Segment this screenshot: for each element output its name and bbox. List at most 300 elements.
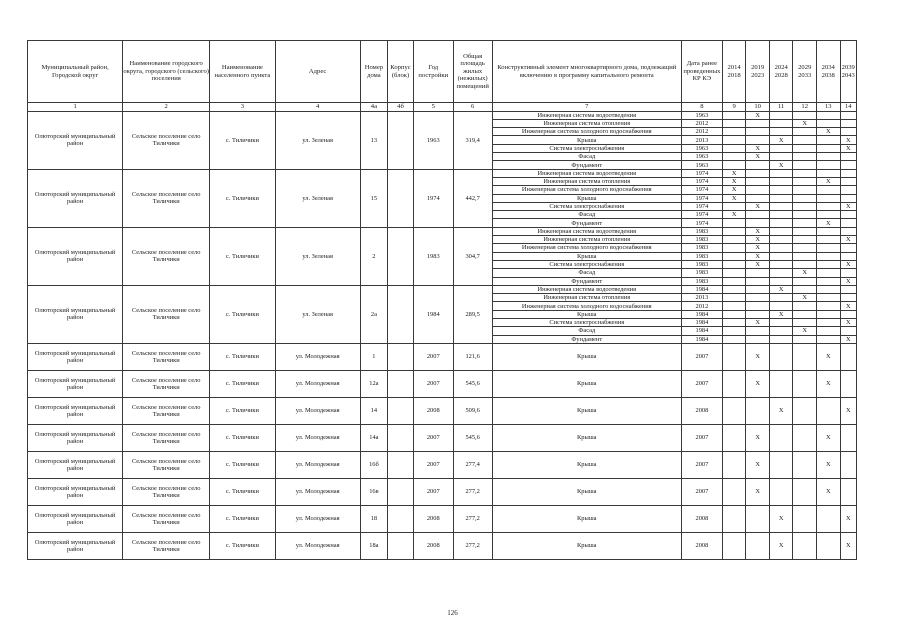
element-date-cell: 2008 xyxy=(681,532,722,559)
period-mark-cell xyxy=(816,532,840,559)
period-mark-cell: X xyxy=(840,532,856,559)
period-mark-cell xyxy=(769,202,793,210)
district-cell: Олюторский муниципальный район xyxy=(28,397,123,424)
area-cell: 509,6 xyxy=(453,397,492,424)
element-date-cell: 1984 xyxy=(681,319,722,327)
element-name-cell: Инженерная система отопления xyxy=(492,177,681,185)
period-mark-cell xyxy=(746,285,770,293)
period-mark-cell xyxy=(769,260,793,268)
address-cell: ул. Молодежная xyxy=(275,343,360,370)
address-cell: ул. Молодежная xyxy=(275,478,360,505)
period-mark-cell xyxy=(816,397,840,424)
locality-cell: с. Тиличики xyxy=(210,111,276,169)
block-cell xyxy=(388,451,414,478)
address-cell: ул. Зеленая xyxy=(275,169,360,227)
period-mark-cell xyxy=(793,451,817,478)
period-mark-cell xyxy=(769,451,793,478)
period-mark-cell xyxy=(769,327,793,335)
block-cell xyxy=(388,111,414,169)
element-name-cell: Система электроснабжения xyxy=(492,260,681,268)
table-row xyxy=(28,532,857,559)
period-mark-cell: X xyxy=(722,169,746,177)
element-name-cell: Крыша xyxy=(492,252,681,260)
column-number: 4 xyxy=(275,103,360,112)
period-mark-cell xyxy=(722,285,746,293)
period-mark-cell xyxy=(840,128,856,136)
header-locality: Наименование населенного пункта xyxy=(210,41,276,103)
house-number-cell: 18а xyxy=(360,532,388,559)
element-date-cell: 1984 xyxy=(681,310,722,318)
header-period: 2034 2038 xyxy=(816,41,840,103)
element-name-cell: Крыша xyxy=(492,451,681,478)
district-cell: Олюторский муниципальный район xyxy=(28,424,123,451)
year-built-cell: 1974 xyxy=(413,169,453,227)
period-mark-cell: X xyxy=(769,505,793,532)
period-mark-cell xyxy=(793,219,817,227)
column-number: 5 xyxy=(413,103,453,112)
period-mark-cell: X xyxy=(816,177,840,185)
element-name-cell: Фундамент xyxy=(492,219,681,227)
period-mark-cell xyxy=(793,319,817,327)
element-date-cell: 1974 xyxy=(681,177,722,185)
period-mark-cell xyxy=(722,319,746,327)
period-mark-cell xyxy=(840,244,856,252)
capital-repair-table xyxy=(27,40,857,560)
period-mark-cell xyxy=(793,227,817,235)
settlement-cell: Сельское поселение село Тиличики xyxy=(123,370,210,397)
table-row xyxy=(28,227,857,235)
column-number: 8 xyxy=(681,103,722,112)
period-mark-cell xyxy=(746,505,770,532)
year-built-cell: 2008 xyxy=(413,532,453,559)
year-built-cell: 1983 xyxy=(413,227,453,285)
period-mark-cell xyxy=(722,327,746,335)
column-number: 7 xyxy=(492,103,681,112)
settlement-cell: Сельское поселение село Тиличики xyxy=(123,227,210,285)
table-row xyxy=(28,505,857,532)
year-built-cell: 2007 xyxy=(413,451,453,478)
table-row xyxy=(28,343,857,370)
period-mark-cell xyxy=(816,302,840,310)
district-cell: Олюторский муниципальный район xyxy=(28,505,123,532)
block-cell xyxy=(388,343,414,370)
locality-cell: с. Тиличики xyxy=(210,505,276,532)
settlement-cell: Сельское поселение село Тиличики xyxy=(123,343,210,370)
period-mark-cell xyxy=(722,343,746,370)
period-mark-cell xyxy=(816,153,840,161)
period-mark-cell: X xyxy=(769,136,793,144)
element-date-cell: 2007 xyxy=(681,451,722,478)
period-mark-cell xyxy=(746,335,770,343)
period-mark-cell: X xyxy=(769,310,793,318)
period-mark-cell xyxy=(840,186,856,194)
period-mark-cell xyxy=(769,144,793,152)
settlement-cell: Сельское поселение село Тиличики xyxy=(123,111,210,169)
settlement-cell: Сельское поселение село Тиличики xyxy=(123,169,210,227)
period-mark-cell xyxy=(769,302,793,310)
period-mark-cell xyxy=(722,227,746,235)
period-mark-cell xyxy=(840,285,856,293)
element-name-cell: Фундамент xyxy=(492,277,681,285)
period-mark-cell xyxy=(793,310,817,318)
element-name-cell: Крыша xyxy=(492,397,681,424)
element-date-cell: 2013 xyxy=(681,136,722,144)
element-date-cell: 1974 xyxy=(681,194,722,202)
period-mark-cell xyxy=(746,277,770,285)
locality-cell: с. Тиличики xyxy=(210,478,276,505)
period-mark-cell xyxy=(746,269,770,277)
period-mark-cell: X xyxy=(816,370,840,397)
area-cell: 289,5 xyxy=(453,285,492,343)
period-mark-cell: X xyxy=(746,478,770,505)
period-mark-cell: X xyxy=(722,194,746,202)
locality-cell: с. Тиличики xyxy=(210,169,276,227)
period-mark-cell xyxy=(840,219,856,227)
period-mark-cell: X xyxy=(840,136,856,144)
period-mark-cell xyxy=(816,335,840,343)
address-cell: ул. Молодежная xyxy=(275,505,360,532)
column-number: 4а xyxy=(360,103,388,112)
period-mark-cell xyxy=(816,136,840,144)
period-mark-cell: X xyxy=(746,202,770,210)
element-date-cell: 2007 xyxy=(681,478,722,505)
column-number: 11 xyxy=(769,103,793,112)
year-built-cell: 2007 xyxy=(413,343,453,370)
period-mark-cell xyxy=(769,319,793,327)
column-number: 13 xyxy=(816,103,840,112)
period-mark-cell: X xyxy=(840,236,856,244)
period-mark-cell xyxy=(793,260,817,268)
column-number: 10 xyxy=(746,103,770,112)
element-date-cell: 1963 xyxy=(681,161,722,169)
element-name-cell: Крыша xyxy=(492,194,681,202)
year-built-cell: 2008 xyxy=(413,397,453,424)
period-mark-cell xyxy=(769,244,793,252)
period-mark-cell xyxy=(840,478,856,505)
element-name-cell: Инженерная система отопления xyxy=(492,236,681,244)
period-mark-cell xyxy=(816,186,840,194)
period-mark-cell xyxy=(793,343,817,370)
period-mark-cell xyxy=(769,194,793,202)
area-cell: 545,6 xyxy=(453,424,492,451)
house-number-cell: 2 xyxy=(360,227,388,285)
element-name-cell: Фундамент xyxy=(492,335,681,343)
period-mark-cell xyxy=(769,227,793,235)
element-date-cell: 1963 xyxy=(681,153,722,161)
period-mark-cell xyxy=(746,397,770,424)
period-mark-cell xyxy=(793,244,817,252)
house-number-cell: 14а xyxy=(360,424,388,451)
district-cell: Олюторский муниципальный район xyxy=(28,370,123,397)
year-built-cell: 2007 xyxy=(413,370,453,397)
locality-cell: с. Тиличики xyxy=(210,370,276,397)
period-mark-cell xyxy=(816,327,840,335)
period-mark-cell xyxy=(840,111,856,119)
page-number: 126 xyxy=(447,609,458,617)
period-mark-cell: X xyxy=(840,144,856,152)
period-mark-cell xyxy=(769,128,793,136)
period-mark-cell xyxy=(722,244,746,252)
period-mark-cell: X xyxy=(840,277,856,285)
element-name-cell: Система электроснабжения xyxy=(492,144,681,152)
address-cell: ул. Зеленая xyxy=(275,227,360,285)
address-cell: ул. Молодежная xyxy=(275,397,360,424)
block-cell xyxy=(388,397,414,424)
address-cell: ул. Зеленая xyxy=(275,111,360,169)
header-period: 2019 2023 xyxy=(746,41,770,103)
address-cell: ул. Молодежная xyxy=(275,532,360,559)
settlement-cell: Сельское поселение село Тиличики xyxy=(123,285,210,343)
header-period: 2039 2043 xyxy=(840,41,856,103)
house-number-cell: 13 xyxy=(360,111,388,169)
year-built-cell: 2008 xyxy=(413,505,453,532)
header-area: Общая площадь жилых (нежилых) помещений xyxy=(453,41,492,103)
period-mark-cell xyxy=(769,119,793,127)
period-mark-cell xyxy=(769,186,793,194)
area-cell: 442,7 xyxy=(453,169,492,227)
area-cell: 277,2 xyxy=(453,532,492,559)
table-body xyxy=(28,111,857,559)
period-mark-cell xyxy=(722,294,746,302)
period-mark-cell: X xyxy=(746,260,770,268)
period-mark-cell xyxy=(722,302,746,310)
element-name-cell: Инженерная система холодного водоснабжения xyxy=(492,128,681,136)
period-mark-cell xyxy=(816,260,840,268)
element-name-cell: Фасад xyxy=(492,153,681,161)
period-mark-cell: X xyxy=(746,451,770,478)
district-cell: Олюторский муниципальный район xyxy=(28,478,123,505)
period-mark-cell xyxy=(769,277,793,285)
period-mark-cell: X xyxy=(746,244,770,252)
period-mark-cell xyxy=(746,294,770,302)
period-mark-cell: X xyxy=(793,119,817,127)
settlement-cell: Сельское поселение село Тиличики xyxy=(123,451,210,478)
period-mark-cell xyxy=(840,119,856,127)
period-mark-cell xyxy=(816,111,840,119)
period-mark-cell xyxy=(793,505,817,532)
period-mark-cell xyxy=(722,370,746,397)
house-number-cell: 15 xyxy=(360,169,388,227)
period-mark-cell xyxy=(840,252,856,260)
element-date-cell: 1983 xyxy=(681,227,722,235)
element-date-cell: 2008 xyxy=(681,397,722,424)
period-mark-cell xyxy=(793,128,817,136)
period-mark-cell xyxy=(722,451,746,478)
period-mark-cell xyxy=(816,294,840,302)
element-date-cell: 2007 xyxy=(681,424,722,451)
element-name-cell: Инженерная система отопления xyxy=(492,294,681,302)
element-name-cell: Инженерная система водоотведения xyxy=(492,169,681,177)
column-number: 2 xyxy=(123,103,210,112)
period-mark-cell xyxy=(840,153,856,161)
element-date-cell: 1983 xyxy=(681,269,722,277)
period-mark-cell xyxy=(722,424,746,451)
header-structural-element: Конструктивный элемент многоквартирного дома, подлежащий включению в программу капитального ремонта xyxy=(492,41,681,103)
period-mark-cell xyxy=(840,451,856,478)
element-name-cell: Инженерная система отопления xyxy=(492,119,681,127)
period-mark-cell xyxy=(769,343,793,370)
period-mark-cell xyxy=(722,128,746,136)
period-mark-cell xyxy=(816,285,840,293)
period-mark-cell xyxy=(840,310,856,318)
period-mark-cell xyxy=(816,236,840,244)
period-mark-cell xyxy=(793,236,817,244)
period-mark-cell: X xyxy=(840,335,856,343)
period-mark-cell xyxy=(816,252,840,260)
element-name-cell: Фасад xyxy=(492,269,681,277)
area-cell: 121,6 xyxy=(453,343,492,370)
element-name-cell: Крыша xyxy=(492,478,681,505)
header-block: Корпус (блок) xyxy=(388,41,414,103)
house-number-cell: 14 xyxy=(360,397,388,424)
header-settlement: Наименование городского округа, городского (сельского) поселения xyxy=(123,41,210,103)
period-mark-cell xyxy=(769,370,793,397)
period-mark-cell xyxy=(746,169,770,177)
element-date-cell: 1983 xyxy=(681,260,722,268)
column-number: 9 xyxy=(722,103,746,112)
block-cell xyxy=(388,505,414,532)
period-mark-cell: X xyxy=(793,294,817,302)
period-mark-cell xyxy=(793,111,817,119)
period-mark-cell xyxy=(816,211,840,219)
period-mark-cell xyxy=(722,269,746,277)
period-mark-cell xyxy=(769,177,793,185)
period-mark-cell xyxy=(746,194,770,202)
period-mark-cell xyxy=(722,161,746,169)
period-mark-cell xyxy=(840,227,856,235)
header-house-number: Номер дома xyxy=(360,41,388,103)
address-cell: ул. Молодежная xyxy=(275,424,360,451)
period-mark-cell xyxy=(793,397,817,424)
period-mark-cell xyxy=(816,119,840,127)
period-mark-cell: X xyxy=(840,397,856,424)
period-mark-cell xyxy=(816,505,840,532)
locality-cell: с. Тиличики xyxy=(210,424,276,451)
period-mark-cell xyxy=(840,327,856,335)
element-name-cell: Инженерная система холодного водоснабжения xyxy=(492,186,681,194)
element-name-cell: Крыша xyxy=(492,136,681,144)
period-mark-cell: X xyxy=(840,202,856,210)
period-mark-cell: X xyxy=(746,252,770,260)
period-mark-cell xyxy=(722,136,746,144)
period-mark-cell xyxy=(840,211,856,219)
period-mark-cell xyxy=(793,194,817,202)
house-number-cell: 2а xyxy=(360,285,388,343)
address-cell: ул. Зеленая xyxy=(275,285,360,343)
period-mark-cell xyxy=(769,269,793,277)
address-cell: ул. Молодежная xyxy=(275,451,360,478)
element-date-cell: 2008 xyxy=(681,505,722,532)
period-mark-cell: X xyxy=(746,343,770,370)
element-name-cell: Крыша xyxy=(492,505,681,532)
element-date-cell: 1963 xyxy=(681,144,722,152)
period-mark-cell xyxy=(793,169,817,177)
header-period: 2014 2018 xyxy=(722,41,746,103)
period-mark-cell xyxy=(722,252,746,260)
house-number-cell: 16б xyxy=(360,451,388,478)
period-mark-cell xyxy=(793,144,817,152)
column-number: 1 xyxy=(28,103,123,112)
column-number-row xyxy=(28,103,857,112)
table-header-row xyxy=(28,41,857,103)
period-mark-cell: X xyxy=(746,153,770,161)
period-mark-cell xyxy=(840,370,856,397)
period-mark-cell xyxy=(769,169,793,177)
period-mark-cell xyxy=(769,294,793,302)
year-built-cell: 2007 xyxy=(413,478,453,505)
element-name-cell: Фасад xyxy=(492,327,681,335)
period-mark-cell xyxy=(769,153,793,161)
period-mark-cell xyxy=(769,335,793,343)
period-mark-cell: X xyxy=(840,505,856,532)
table-row xyxy=(28,397,857,424)
period-mark-cell: X xyxy=(840,260,856,268)
element-date-cell: 2013 xyxy=(681,294,722,302)
element-name-cell: Фундамент xyxy=(492,161,681,169)
period-mark-cell: X xyxy=(793,327,817,335)
header-period: 2024 2028 xyxy=(769,41,793,103)
year-built-cell: 2007 xyxy=(413,424,453,451)
period-mark-cell xyxy=(793,161,817,169)
table-row xyxy=(28,478,857,505)
element-date-cell: 2012 xyxy=(681,128,722,136)
column-number: 12 xyxy=(793,103,817,112)
header-year-built: Год постройки xyxy=(413,41,453,103)
element-name-cell: Крыша xyxy=(492,532,681,559)
period-mark-cell: X xyxy=(746,144,770,152)
settlement-cell: Сельское поселение село Тиличики xyxy=(123,397,210,424)
period-mark-cell xyxy=(722,310,746,318)
district-cell: Олюторский муниципальный район xyxy=(28,227,123,285)
period-mark-cell: X xyxy=(840,319,856,327)
block-cell xyxy=(388,424,414,451)
element-date-cell: 1974 xyxy=(681,169,722,177)
period-mark-cell xyxy=(722,335,746,343)
period-mark-cell xyxy=(816,144,840,152)
period-mark-cell xyxy=(816,310,840,318)
period-mark-cell xyxy=(840,424,856,451)
period-mark-cell xyxy=(840,194,856,202)
period-mark-cell xyxy=(746,219,770,227)
element-name-cell: Крыша xyxy=(492,424,681,451)
period-mark-cell xyxy=(746,177,770,185)
period-mark-cell xyxy=(793,177,817,185)
district-cell: Олюторский муниципальный район xyxy=(28,343,123,370)
period-mark-cell xyxy=(722,153,746,161)
element-name-cell: Крыша xyxy=(492,310,681,318)
period-mark-cell xyxy=(793,424,817,451)
year-built-cell: 1963 xyxy=(413,111,453,169)
element-date-cell: 2012 xyxy=(681,119,722,127)
settlement-cell: Сельское поселение село Тиличики xyxy=(123,505,210,532)
period-mark-cell xyxy=(722,260,746,268)
period-mark-cell: X xyxy=(722,186,746,194)
period-mark-cell xyxy=(722,478,746,505)
period-mark-cell xyxy=(746,327,770,335)
period-mark-cell xyxy=(722,119,746,127)
district-cell: Олюторский муниципальный район xyxy=(28,111,123,169)
address-cell: ул. Молодежная xyxy=(275,370,360,397)
locality-cell: с. Тиличики xyxy=(210,227,276,285)
area-cell: 277,2 xyxy=(453,505,492,532)
column-number: 3 xyxy=(210,103,276,112)
period-mark-cell: X xyxy=(746,370,770,397)
period-mark-cell xyxy=(793,277,817,285)
element-date-cell: 2007 xyxy=(681,370,722,397)
period-mark-cell: X xyxy=(769,285,793,293)
table-row xyxy=(28,370,857,397)
element-name-cell: Крыша xyxy=(492,343,681,370)
